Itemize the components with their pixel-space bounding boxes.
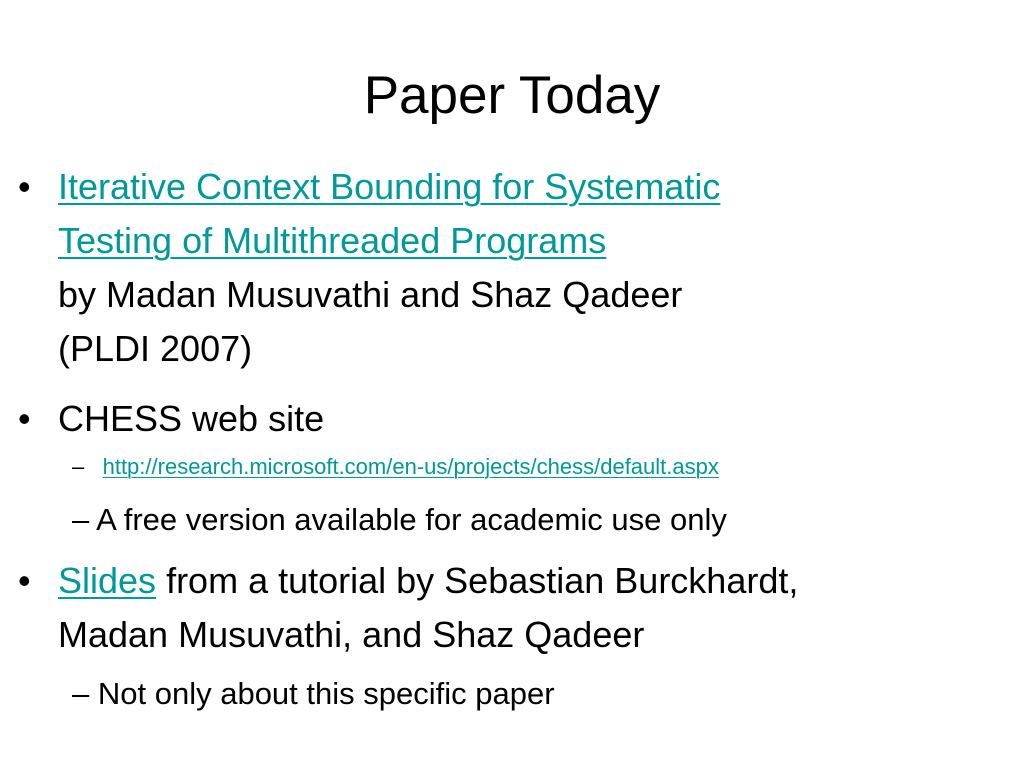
bullet-marker: •	[18, 560, 31, 601]
sub-chess-url	[72, 450, 1012, 484]
paper-authors: by Madan Musuvathi and Shaz Qadeer	[58, 274, 683, 315]
paper-title-line1: Iterative Context Bounding for Systematic	[58, 166, 721, 207]
sub-free-version	[72, 498, 1012, 542]
bullet-chess-site	[18, 392, 1008, 446]
bullet-marker: •	[18, 398, 31, 439]
paper-venue: (PLDI 2007)	[58, 328, 253, 369]
bullet-paper	[18, 160, 1008, 376]
sub-dash: –	[72, 454, 85, 479]
slides-text-line2: Madan Musuvathi, and Shaz Qadeer	[58, 614, 645, 655]
paper-title-link[interactable]	[58, 166, 720, 261]
chess-url-link[interactable]: http://research.microsoft.com/en-us/projects/chess/default.aspx	[102, 454, 719, 479]
bullet-marker: •	[18, 166, 31, 207]
sub-dash: –	[72, 502, 90, 537]
bullet-slides	[18, 554, 1008, 662]
slide-title: Paper Today	[363, 66, 661, 125]
paper-title-line2: Testing of Multithreaded Programs	[58, 220, 607, 261]
bullet-paper-body	[58, 160, 1008, 376]
not-only-text: Not only about this specific paper	[97, 676, 555, 711]
sub-dash: –	[72, 676, 90, 711]
slides-link[interactable]: Slides	[58, 560, 157, 601]
chess-site-label: CHESS web site	[58, 398, 325, 439]
slides-text-line1: from a tutorial by Sebastian Burckhardt,	[156, 560, 799, 601]
free-version-text: A free version available for academic use only	[96, 502, 727, 537]
sub-not-only	[72, 672, 1012, 716]
